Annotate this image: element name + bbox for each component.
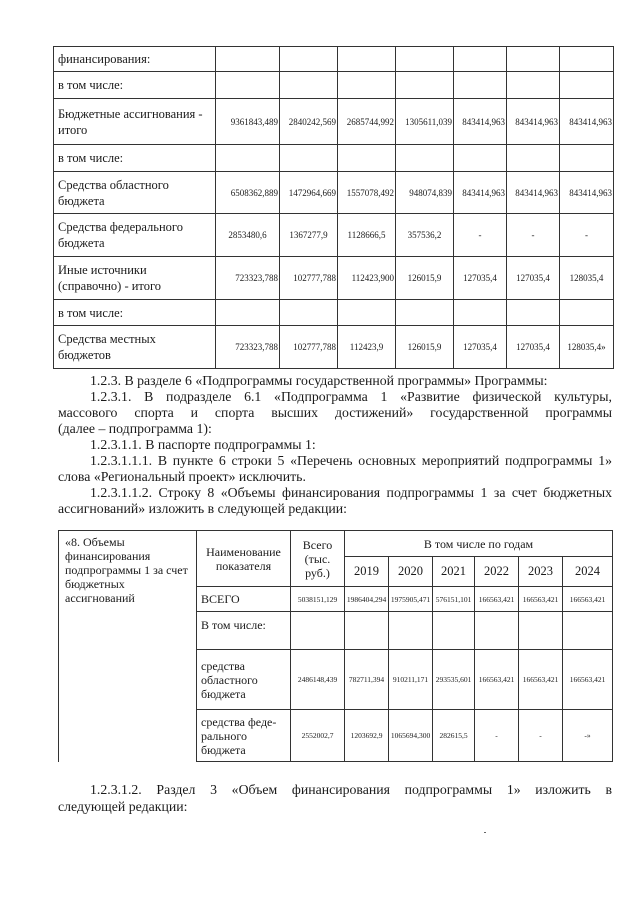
paragraph-1-2-3-1-1: 1.2.3.1.1. В паспорте подпрограммы 1: bbox=[90, 437, 316, 452]
paragraph-1-2-3-1-line3: (далее – подпрограмма 1): bbox=[58, 421, 212, 436]
cell-value: 127035,4 bbox=[454, 257, 507, 300]
table-row bbox=[54, 300, 614, 326]
cell-value: 357536,2 bbox=[396, 214, 454, 257]
cell-value: 843414,963 bbox=[507, 99, 560, 145]
cell-total: 5038151,129 bbox=[291, 587, 345, 612]
cell-value: 102777,788 bbox=[280, 257, 338, 300]
row-label: ВСЕГО bbox=[197, 587, 291, 612]
cell-value bbox=[433, 612, 475, 650]
table-row bbox=[54, 99, 614, 145]
row-label: Иные источники (справочно) - итого bbox=[54, 257, 216, 300]
cell-value: - bbox=[454, 214, 507, 257]
cell-value bbox=[280, 300, 338, 326]
row-label: Бюджетные ассигнования - итого bbox=[54, 99, 216, 145]
table-row bbox=[54, 145, 614, 172]
cell-total bbox=[216, 300, 280, 326]
paragraph-1-2-3-1-line2: массового спорта и спорта высших достижений» государственной программы bbox=[58, 405, 612, 420]
cell-total: 2486148,439 bbox=[291, 650, 345, 710]
cell-value bbox=[507, 300, 560, 326]
cell-value bbox=[560, 300, 614, 326]
cell-value: 843414,963 bbox=[560, 172, 614, 214]
cell-total: 6508362,889 bbox=[216, 172, 280, 214]
row-label: средства областного бюджета bbox=[197, 650, 291, 710]
cell-value: 127035,4 bbox=[507, 326, 560, 369]
row-label: финансирования: bbox=[54, 47, 216, 72]
year-2020: 2020 bbox=[389, 557, 433, 587]
cell-value: 166563,421 bbox=[563, 650, 613, 710]
cell-value bbox=[519, 612, 563, 650]
cell-value bbox=[338, 72, 396, 99]
year-2023: 2023 bbox=[519, 557, 563, 587]
row-label: в том числе: bbox=[54, 145, 216, 172]
row-label: Средства федерального бюджета bbox=[54, 214, 216, 257]
cell-value bbox=[280, 47, 338, 72]
cell-total bbox=[216, 145, 280, 172]
cell-value: 1472964,669 bbox=[280, 172, 338, 214]
cell-value: 1065694,300 bbox=[389, 710, 433, 762]
year-2024: 2024 bbox=[563, 557, 613, 587]
cell-value: 127035,4 bbox=[507, 257, 560, 300]
paragraph-1-2-3: 1.2.3. В разделе 6 «Подпрограммы государственной программы» Программы: bbox=[90, 373, 548, 388]
cell-value: 128035,4» bbox=[560, 326, 614, 369]
cell-value: 166563,421 bbox=[563, 587, 613, 612]
cell-value: 102777,788 bbox=[280, 326, 338, 369]
table-row bbox=[54, 47, 614, 72]
paragraph-1-2-3-1-line1: 1.2.3.1. В подразделе 6.1 «Подпрограмма 1 «Развитие физической культуры, bbox=[90, 389, 612, 404]
cell-value: 843414,963 bbox=[454, 99, 507, 145]
cell-value bbox=[338, 300, 396, 326]
cell-value: 948074,839 bbox=[396, 172, 454, 214]
table-row bbox=[54, 172, 614, 214]
cell-value bbox=[560, 72, 614, 99]
year-2022: 2022 bbox=[475, 557, 519, 587]
cell-value: 293535,601 bbox=[433, 650, 475, 710]
cell-value bbox=[345, 612, 389, 650]
cell-value: 2840242,569 bbox=[280, 99, 338, 145]
cell-value: - bbox=[507, 214, 560, 257]
cell-value: 1128666,5 bbox=[338, 214, 396, 257]
year-2021: 2021 bbox=[433, 557, 475, 587]
cell-value: 910211,171 bbox=[389, 650, 433, 710]
cell-value bbox=[396, 47, 454, 72]
cell-value: 843414,963 bbox=[507, 172, 560, 214]
cell-value: 166563,421 bbox=[475, 650, 519, 710]
cell-value bbox=[389, 612, 433, 650]
cell-value: 782711,394 bbox=[345, 650, 389, 710]
financing-table bbox=[53, 46, 614, 369]
cell-value: 2685744,992 bbox=[338, 99, 396, 145]
cell-value bbox=[396, 145, 454, 172]
paragraph-1-2-3-1-1-2-line2: ассигнований» изложить в следующей редакции: bbox=[58, 501, 347, 516]
paragraph-1-2-3-1-1-1-line2: слова «Региональный проект» исключить. bbox=[58, 469, 306, 484]
cell-value: - bbox=[519, 710, 563, 762]
paragraph-1-2-3-1-1-1-line1: 1.2.3.1.1.1. В пункте 6 строки 5 «Перечень основных мероприятий подпрограммы 1» bbox=[90, 453, 612, 468]
cell-value: 1986404,294 bbox=[345, 587, 389, 612]
cell-value: - bbox=[475, 710, 519, 762]
cell-value bbox=[280, 72, 338, 99]
row-label: в том числе: bbox=[54, 300, 216, 326]
cell-value bbox=[507, 47, 560, 72]
cell-value: 166563,421 bbox=[475, 587, 519, 612]
cell-value bbox=[563, 612, 613, 650]
header-name: Наименование показателя bbox=[197, 531, 291, 587]
cell-value: 843414,963 bbox=[454, 172, 507, 214]
cell-total: 2853480,6 bbox=[216, 214, 280, 257]
cell-value: 1305611,039 bbox=[396, 99, 454, 145]
table-row bbox=[54, 214, 614, 257]
cell-value: 282615,5 bbox=[433, 710, 475, 762]
cell-total: 723323,788 bbox=[216, 257, 280, 300]
cell-total: 2552002,7 bbox=[291, 710, 345, 762]
cell-value: 128035,4 bbox=[560, 257, 614, 300]
cell-total: 9361843,489 bbox=[216, 99, 280, 145]
cell-value: 127035,4 bbox=[454, 326, 507, 369]
row-label: Средства областного бюджета bbox=[54, 172, 216, 214]
cell-total bbox=[216, 72, 280, 99]
cell-value bbox=[396, 72, 454, 99]
table-row bbox=[54, 72, 614, 99]
cell-value: 1203692,9 bbox=[345, 710, 389, 762]
header-total: Всего (тыс. руб.) bbox=[291, 531, 345, 587]
cell-value bbox=[338, 145, 396, 172]
row-label: Средства местных бюджетов bbox=[54, 326, 216, 369]
cell-value bbox=[338, 47, 396, 72]
table-row bbox=[54, 326, 614, 369]
row-description: «8. Объемы финансирования подпрограммы 1 за счет бюджетных ассигнований bbox=[59, 531, 197, 762]
paragraph-1-2-3-1-1-2-line1: 1.2.3.1.1.2. Строку 8 «Объемы финансирования подпрограммы 1 за счет бюджетных bbox=[90, 485, 612, 500]
subprogram-financing-table bbox=[58, 530, 613, 762]
cell-value: 1367277,9 bbox=[280, 214, 338, 257]
row-label: В том числе: bbox=[197, 612, 291, 650]
cell-value bbox=[454, 47, 507, 72]
paragraph-1-2-3-1-2-line2: следующей редакции: bbox=[58, 799, 188, 814]
year-2019: 2019 bbox=[345, 557, 389, 587]
row-label: в том числе: bbox=[54, 72, 216, 99]
cell-value: 126015,9 bbox=[396, 257, 454, 300]
cell-total: 723323,788 bbox=[216, 326, 280, 369]
cell-value: - bbox=[560, 214, 614, 257]
cell-value bbox=[507, 145, 560, 172]
scan-speck bbox=[484, 832, 486, 833]
cell-value bbox=[454, 300, 507, 326]
table-row bbox=[54, 257, 614, 300]
cell-value bbox=[280, 145, 338, 172]
header-years: В том числе по годам bbox=[345, 531, 613, 557]
cell-value: 1975905,471 bbox=[389, 587, 433, 612]
cell-value: 166563,421 bbox=[519, 587, 563, 612]
cell-value bbox=[454, 145, 507, 172]
cell-total bbox=[291, 612, 345, 650]
cell-value bbox=[454, 72, 507, 99]
cell-value: 576151,101 bbox=[433, 587, 475, 612]
row-label: средства феде-рального бюджета bbox=[197, 710, 291, 762]
cell-total bbox=[216, 47, 280, 72]
cell-value bbox=[560, 145, 614, 172]
cell-value: 166563,421 bbox=[519, 650, 563, 710]
cell-value bbox=[475, 612, 519, 650]
cell-value: -» bbox=[563, 710, 613, 762]
cell-value bbox=[507, 72, 560, 99]
cell-value bbox=[396, 300, 454, 326]
cell-value: 112423,900 bbox=[338, 257, 396, 300]
cell-value bbox=[560, 47, 614, 72]
cell-value: 112423,9 bbox=[338, 326, 396, 369]
paragraph-1-2-3-1-2-line1: 1.2.3.1.2. Раздел 3 «Объем финансирования подпрограммы 1» изложить в bbox=[90, 782, 612, 797]
cell-value: 126015,9 bbox=[396, 326, 454, 369]
cell-value: 1557078,492 bbox=[338, 172, 396, 214]
cell-value: 843414,963 bbox=[560, 99, 614, 145]
